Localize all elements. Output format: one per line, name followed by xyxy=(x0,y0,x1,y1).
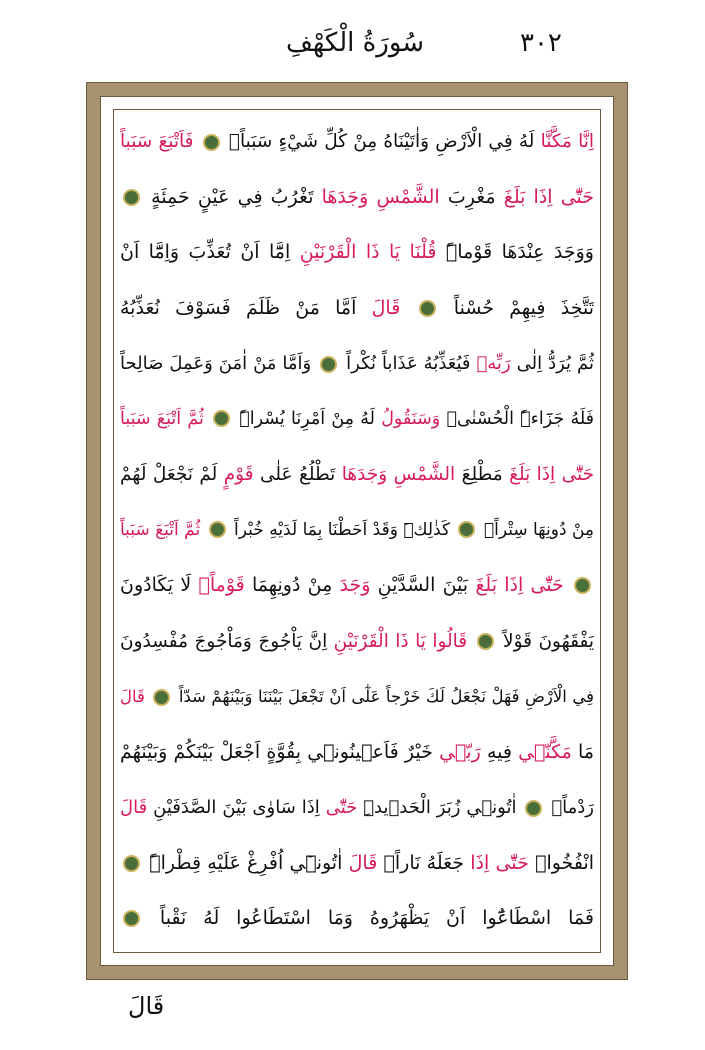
highlighted-phrase: رَبِّه۪ xyxy=(476,353,511,374)
highlighted-phrase: حَتّٰٓى اِذَا xyxy=(470,851,529,874)
verse-text: فَيُعَذِّبُهُ عَذَاباً نُكْراً xyxy=(340,353,477,374)
verse-text: اِمَّٓا اَنْ تُعَذِّبَ وَاِمَّٓا اَنْ xyxy=(120,241,300,263)
highlighted-phrase: رَبّ۪ي xyxy=(439,740,481,763)
highlighted-phrase: قَالَ xyxy=(348,851,378,874)
ayah-number-marker xyxy=(203,134,220,151)
ayah-number-marker xyxy=(123,189,140,206)
highlighted-phrase: الشَّمْسِ وَجَدَهَا xyxy=(321,185,440,208)
verse-text: ثُمَّ يُرَدُّ اِلٰى xyxy=(510,353,594,374)
verse-text: لَهُ فِي الْاَرْضِ وَاٰتَيْنَاهُ مِنْ كُلِّ شَيْءٍ سَبَباًۙ xyxy=(222,131,541,152)
verse-text: اٰتُون۪ي زُبَرَ الْحَد۪يدِۜ xyxy=(357,797,523,818)
text-line xyxy=(120,836,594,892)
highlighted-phrase: قُلْنَا يَا ذَا الْقَرْنَيْنِ xyxy=(299,241,437,263)
verse-text: لَا يَكَادُونَ xyxy=(120,574,199,596)
verse-text: تَطْلُعُ عَلٰى xyxy=(253,464,342,485)
highlighted-phrase: قَالَ xyxy=(120,797,148,818)
ayah-number-marker xyxy=(320,356,337,373)
text-line xyxy=(120,447,594,503)
verse-text: لَهُ مِنْ اَمْرِنَا يُسْراًۜ xyxy=(233,408,382,429)
verse-text: فِيهِ xyxy=(480,740,519,763)
verse-text: تَتَّخِذَ فِيهِمْ حُسْناً xyxy=(438,296,594,319)
verse-text: بَيْنَ السَّدَّيْنِ xyxy=(370,574,476,596)
ayah-number-marker xyxy=(209,521,226,538)
highlighted-phrase: ثُمَّ اَتْبَعَ سَبَباً xyxy=(120,519,206,540)
text-line xyxy=(120,725,594,781)
ayah-number-marker xyxy=(419,300,436,317)
text-line xyxy=(120,891,594,947)
verse-text: فِي الْاَرْضِ فَهَلْ نَجْعَلُ لَكَ خَرْجاً عَلٰٓى اَنْ تَجْعَلَ بَيْنَنَا وَبَيْنَهُمْ سَدّاً xyxy=(173,687,594,706)
text-line xyxy=(120,669,594,725)
verse-text: مَا xyxy=(571,740,594,763)
verse-text: فَلَهُ جَزَٓاءًۨ الْحُسْنٰىۚ xyxy=(440,408,594,429)
verse-text: رَدْماًۙ xyxy=(545,797,594,818)
ayah-number-marker xyxy=(477,633,494,650)
verse-text: اِنَّ يَاْجُوجَ وَمَاْجُوجَ مُفْسِدُونَ xyxy=(120,630,334,652)
catchword: قَالَ xyxy=(128,992,165,1020)
verse-text: خَيْرٌ فَاَع۪ينُون۪ي بِقُوَّةٍ اَجْعَلْ بَيْنَكُمْ وَبَيْنَهُمْ xyxy=(120,740,440,763)
verse-text: يَفْقَهُونَ قَوْلاً xyxy=(496,630,594,652)
highlighted-phrase: قَالُوا يَا ذَا الْقَرْنَيْنِ xyxy=(333,630,474,652)
highlighted-phrase: حَتّٰٓى اِذَا بَلَغَ xyxy=(475,574,572,596)
text-line xyxy=(120,336,594,392)
highlighted-phrase: حَتّٰٓى اِذَا بَلَغَ xyxy=(503,185,594,208)
highlighted-phrase: مَكَّنّ۪ي xyxy=(518,740,572,763)
verse-text: اِذَا سَاوٰى بَيْنَ الصَّدَفَيْنِ xyxy=(147,797,326,818)
page-header xyxy=(0,28,705,68)
verse-text: مَطْلِعَ xyxy=(455,464,510,485)
page-number: ٣٠٢ xyxy=(520,28,562,58)
ayah-number-marker xyxy=(458,521,475,538)
verse-text: مَغْرِبَ xyxy=(439,185,504,208)
highlighted-phrase: قَالَ xyxy=(120,687,151,706)
verse-text: وَاَمَّا مَنْ اٰمَنَ وَعَمِلَ صَالِحاً xyxy=(120,353,318,374)
ayah-number-marker xyxy=(153,689,170,706)
verse-text: مِنْ دُونِهِمَا xyxy=(244,574,340,596)
text-line xyxy=(120,114,594,170)
text-line xyxy=(120,503,594,559)
text-line xyxy=(120,614,594,670)
highlighted-phrase: الشَّمْسِ وَجَدَهَا xyxy=(341,464,456,485)
verse-text: تَغْرُبُ فِي عَيْنٍ حَمِئَةٍ xyxy=(143,185,322,208)
highlighted-phrase: ثُمَّ اَتْبَعَ سَبَباً xyxy=(120,408,211,429)
highlighted-phrase: قَالَ xyxy=(371,296,416,319)
text-line xyxy=(120,780,594,836)
verse-text: اٰتُون۪ٓي اُفْرِغْ عَلَيْهِ قِطْراًۜ xyxy=(143,851,349,874)
text-line xyxy=(120,225,594,281)
text-line xyxy=(120,170,594,226)
ayah-number-marker xyxy=(123,855,140,872)
verse-text: مِنْ دُونِهَا سِتْراًۙ xyxy=(478,519,594,540)
verse-text: لَمْ نَجْعَلْ لَهُمْ xyxy=(120,464,224,485)
verse-text: اَمَّا مَنْ ظَلَمَ فَسَوْفَ نُعَذِّبُهُ xyxy=(120,296,372,319)
quran-text-block xyxy=(120,114,594,948)
text-line xyxy=(120,392,594,448)
verse-text: وَوَجَدَ عِنْدَهَا قَوْماًۜ xyxy=(436,241,594,263)
highlighted-phrase: اِنَّا مَكَّنَّا xyxy=(540,131,594,152)
verse-text: جَعَلَهُ نَاراًۙ xyxy=(377,851,471,874)
highlighted-phrase: وَسَنَقُولُ xyxy=(381,408,441,429)
ayah-number-marker xyxy=(213,410,230,427)
verse-text: كَذٰلِكَۜ وَقَدْ اَحَطْنَا بِمَا لَدَيْهِ خُبْراً xyxy=(228,519,456,540)
highlighted-phrase: حَتّٰٓى اِذَا بَلَغَ xyxy=(509,464,594,485)
highlighted-phrase: وَجَدَ xyxy=(339,574,371,596)
highlighted-phrase: فَاَتْبَعَ سَبَباً xyxy=(120,131,200,152)
ayah-number-marker xyxy=(525,800,542,817)
verse-text: انْفُخُواۜ xyxy=(528,851,594,874)
highlighted-phrase: قَوْماًۙ xyxy=(198,574,245,596)
text-line xyxy=(120,558,594,614)
ayah-number-marker xyxy=(574,577,591,594)
ayah-number-marker xyxy=(123,910,140,927)
verse-text: فَمَا اسْطَاعُٓوا اَنْ يَظْهَرُوهُ وَمَا اسْتَطَاعُوا لَهُ نَقْباً xyxy=(143,907,594,929)
highlighted-phrase: حَتّٰٓى xyxy=(325,797,358,818)
text-line xyxy=(120,281,594,337)
surah-title: سُورَةُ الْكَهْفِ xyxy=(285,28,425,58)
highlighted-phrase: قَوْمٍ xyxy=(223,464,254,485)
